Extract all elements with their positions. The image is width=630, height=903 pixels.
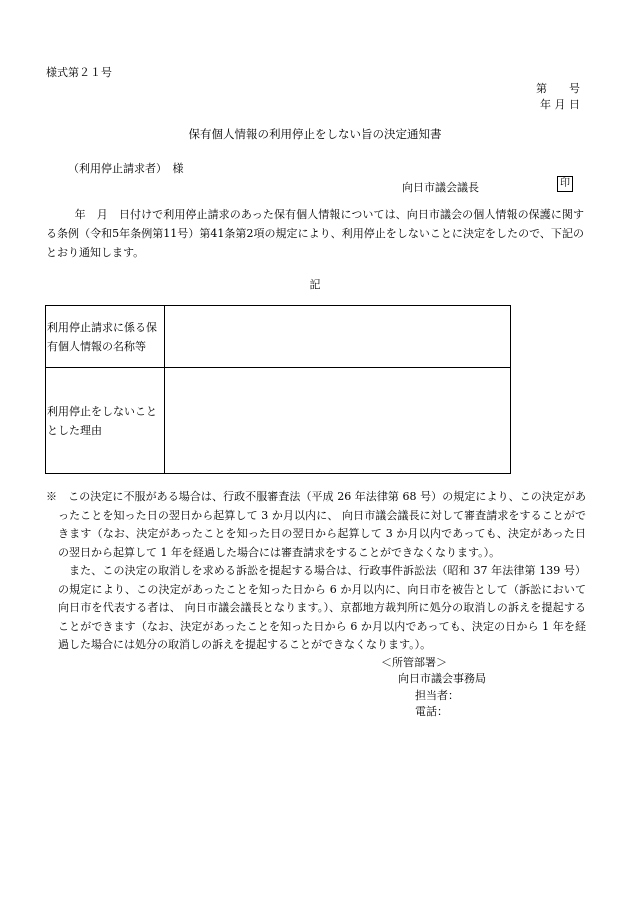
table-row — [46, 368, 511, 474]
document-date: 年 月 日 — [540, 98, 580, 111]
ki-marker: 記 — [309, 278, 321, 291]
notice-paragraph-2: また、この決定の取消しを求める訴訟を提起する場合は、行政事件訴訟法（昭和 37 年法律第 139 号）の規定により、この決定があったことを知った日から 6 か月以内に、向日市を被告として（訴訟において向日市を代表する者は、 向日市議会議長となります。）、京都地方裁判所に処分の取消しの訴えを提起することができます（なお、決定があったことを知った日から 6 か月以内であっても、決定の日から 1 年を経過した場合には処分の取消しの訴えを提起することができなくなります。）。 — [58, 564, 586, 651]
seal-stamp: 印 — [557, 176, 573, 192]
department-tel: 電話： — [415, 705, 448, 718]
notice-section — [46, 488, 586, 655]
department-heading: ＜所管部署＞ — [381, 656, 447, 669]
row2-value — [165, 368, 511, 474]
addressee: （利用停止請求者） 様 — [68, 162, 184, 175]
row1-value — [165, 306, 511, 368]
document-number: 第 号 — [536, 82, 580, 95]
body-text: 年 月 日付けで利用停止請求のあった保有個人情報については、向日市議会の個人情報の保護に関する条例（令和5年条例第11号）第41条第2項の規定により、利用停止をしないことに決定をしたので、下記のとおり通知します。 — [46, 208, 584, 259]
document-title: 保有個人情報の利用停止をしない旨の決定通知書 — [188, 127, 442, 141]
notice-paragraph-1: ※ この決定に不服がある場合は、行政不服審査法（平成 26 年法律第 68 号）の規定により、この決定があったことを知った日の翌日から起算して 3 か月以内に、 向日市議会議長に対して審査請求をすることができます（なお、決定があったことを知った日の翌日から起算して 3 か月以内であっても、決定があった日の翌日から起算して 1 年を経過した場合には審査請求をすることができなくなります。）。 — [46, 490, 586, 559]
row1-label: 利用停止請求に係る保有個人情報の名称等 — [46, 306, 165, 368]
row2-label: 利用停止をしないこととした理由 — [46, 368, 165, 474]
department-person: 担当者： — [415, 689, 459, 702]
department-name: 向日市議会事務局 — [398, 672, 486, 685]
form-number: 様式第２１号 — [46, 66, 112, 79]
table-row — [46, 306, 511, 368]
issuer: 向日市議会議長 — [402, 181, 479, 194]
info-table — [45, 305, 511, 474]
